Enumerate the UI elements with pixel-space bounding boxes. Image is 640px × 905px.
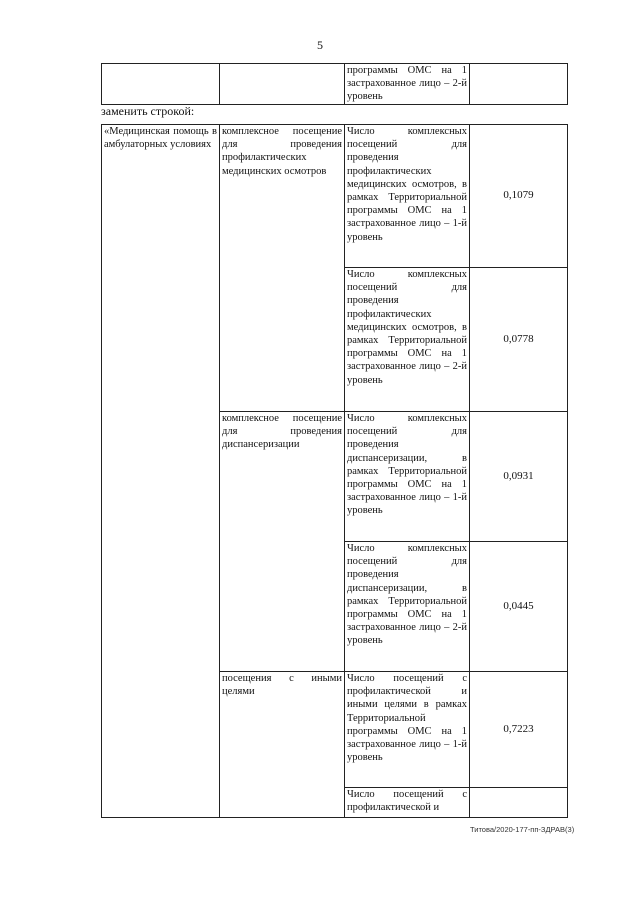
replacement-table [101,124,568,818]
indicator-cell: Число посещений с профилактической и [345,788,470,818]
value-cell: 0,0931 [470,412,568,542]
table-cell: программы ОМС на 1 застрахованное лицо – 2-й уровень [345,64,470,105]
value-cell: 0,0778 [470,268,568,412]
value-cell [470,788,568,818]
value-cell: 0,1079 [470,125,568,268]
table-cell [102,64,220,105]
replace-note: заменить строкой: [101,104,195,118]
indicator-cell: Число комплексных посещений для проведения профилактических медицинских осмотров, в рамках Территориальной программы ОМС на 1 застрахованное лицо – 1-й уровень [345,125,470,268]
document-code-footer: Титова/2020-177-пп-ЗДРАВ(3) [470,825,575,834]
value-cell: 0,0445 [470,542,568,672]
table-cell [470,64,568,105]
table-cell [220,64,345,105]
indicator-cell: Число комплексных посещений для проведения диспансеризации, в рамках Территориальной программы ОМС на 1 застрахованное лицо – 2-й уровень [345,542,470,672]
page-number: 5 [317,38,323,52]
table-row [102,125,568,268]
indicator-cell: Число посещений с профилактической и иными целями в рамках Территориальной программы ОМС на 1 застрахованное лицо – 1-й уровень [345,672,470,788]
table-row [102,64,568,105]
service-type-cell: посещения с иными целями [220,672,345,818]
indicator-cell: Число комплексных посещений для проведения профилактических медицинских осмотров, в рамках Территориальной программы ОМС на 1 застрахованное лицо – 2-й уровень [345,268,470,412]
value-cell: 0,7223 [470,672,568,788]
service-type-cell: комплексное посещение для проведения профилактических медицинских осмотров [220,125,345,412]
section-label-cell: «Медицинская помощь в амбулаторных условиях [102,125,220,818]
service-type-cell: комплексное посещение для проведения диспансеризации [220,412,345,672]
continued-table-row [101,63,568,105]
indicator-cell: Число комплексных посещений для проведения диспансеризации, в рамках Территориальной программы ОМС на 1 застрахованное лицо – 1-й уровень [345,412,470,542]
